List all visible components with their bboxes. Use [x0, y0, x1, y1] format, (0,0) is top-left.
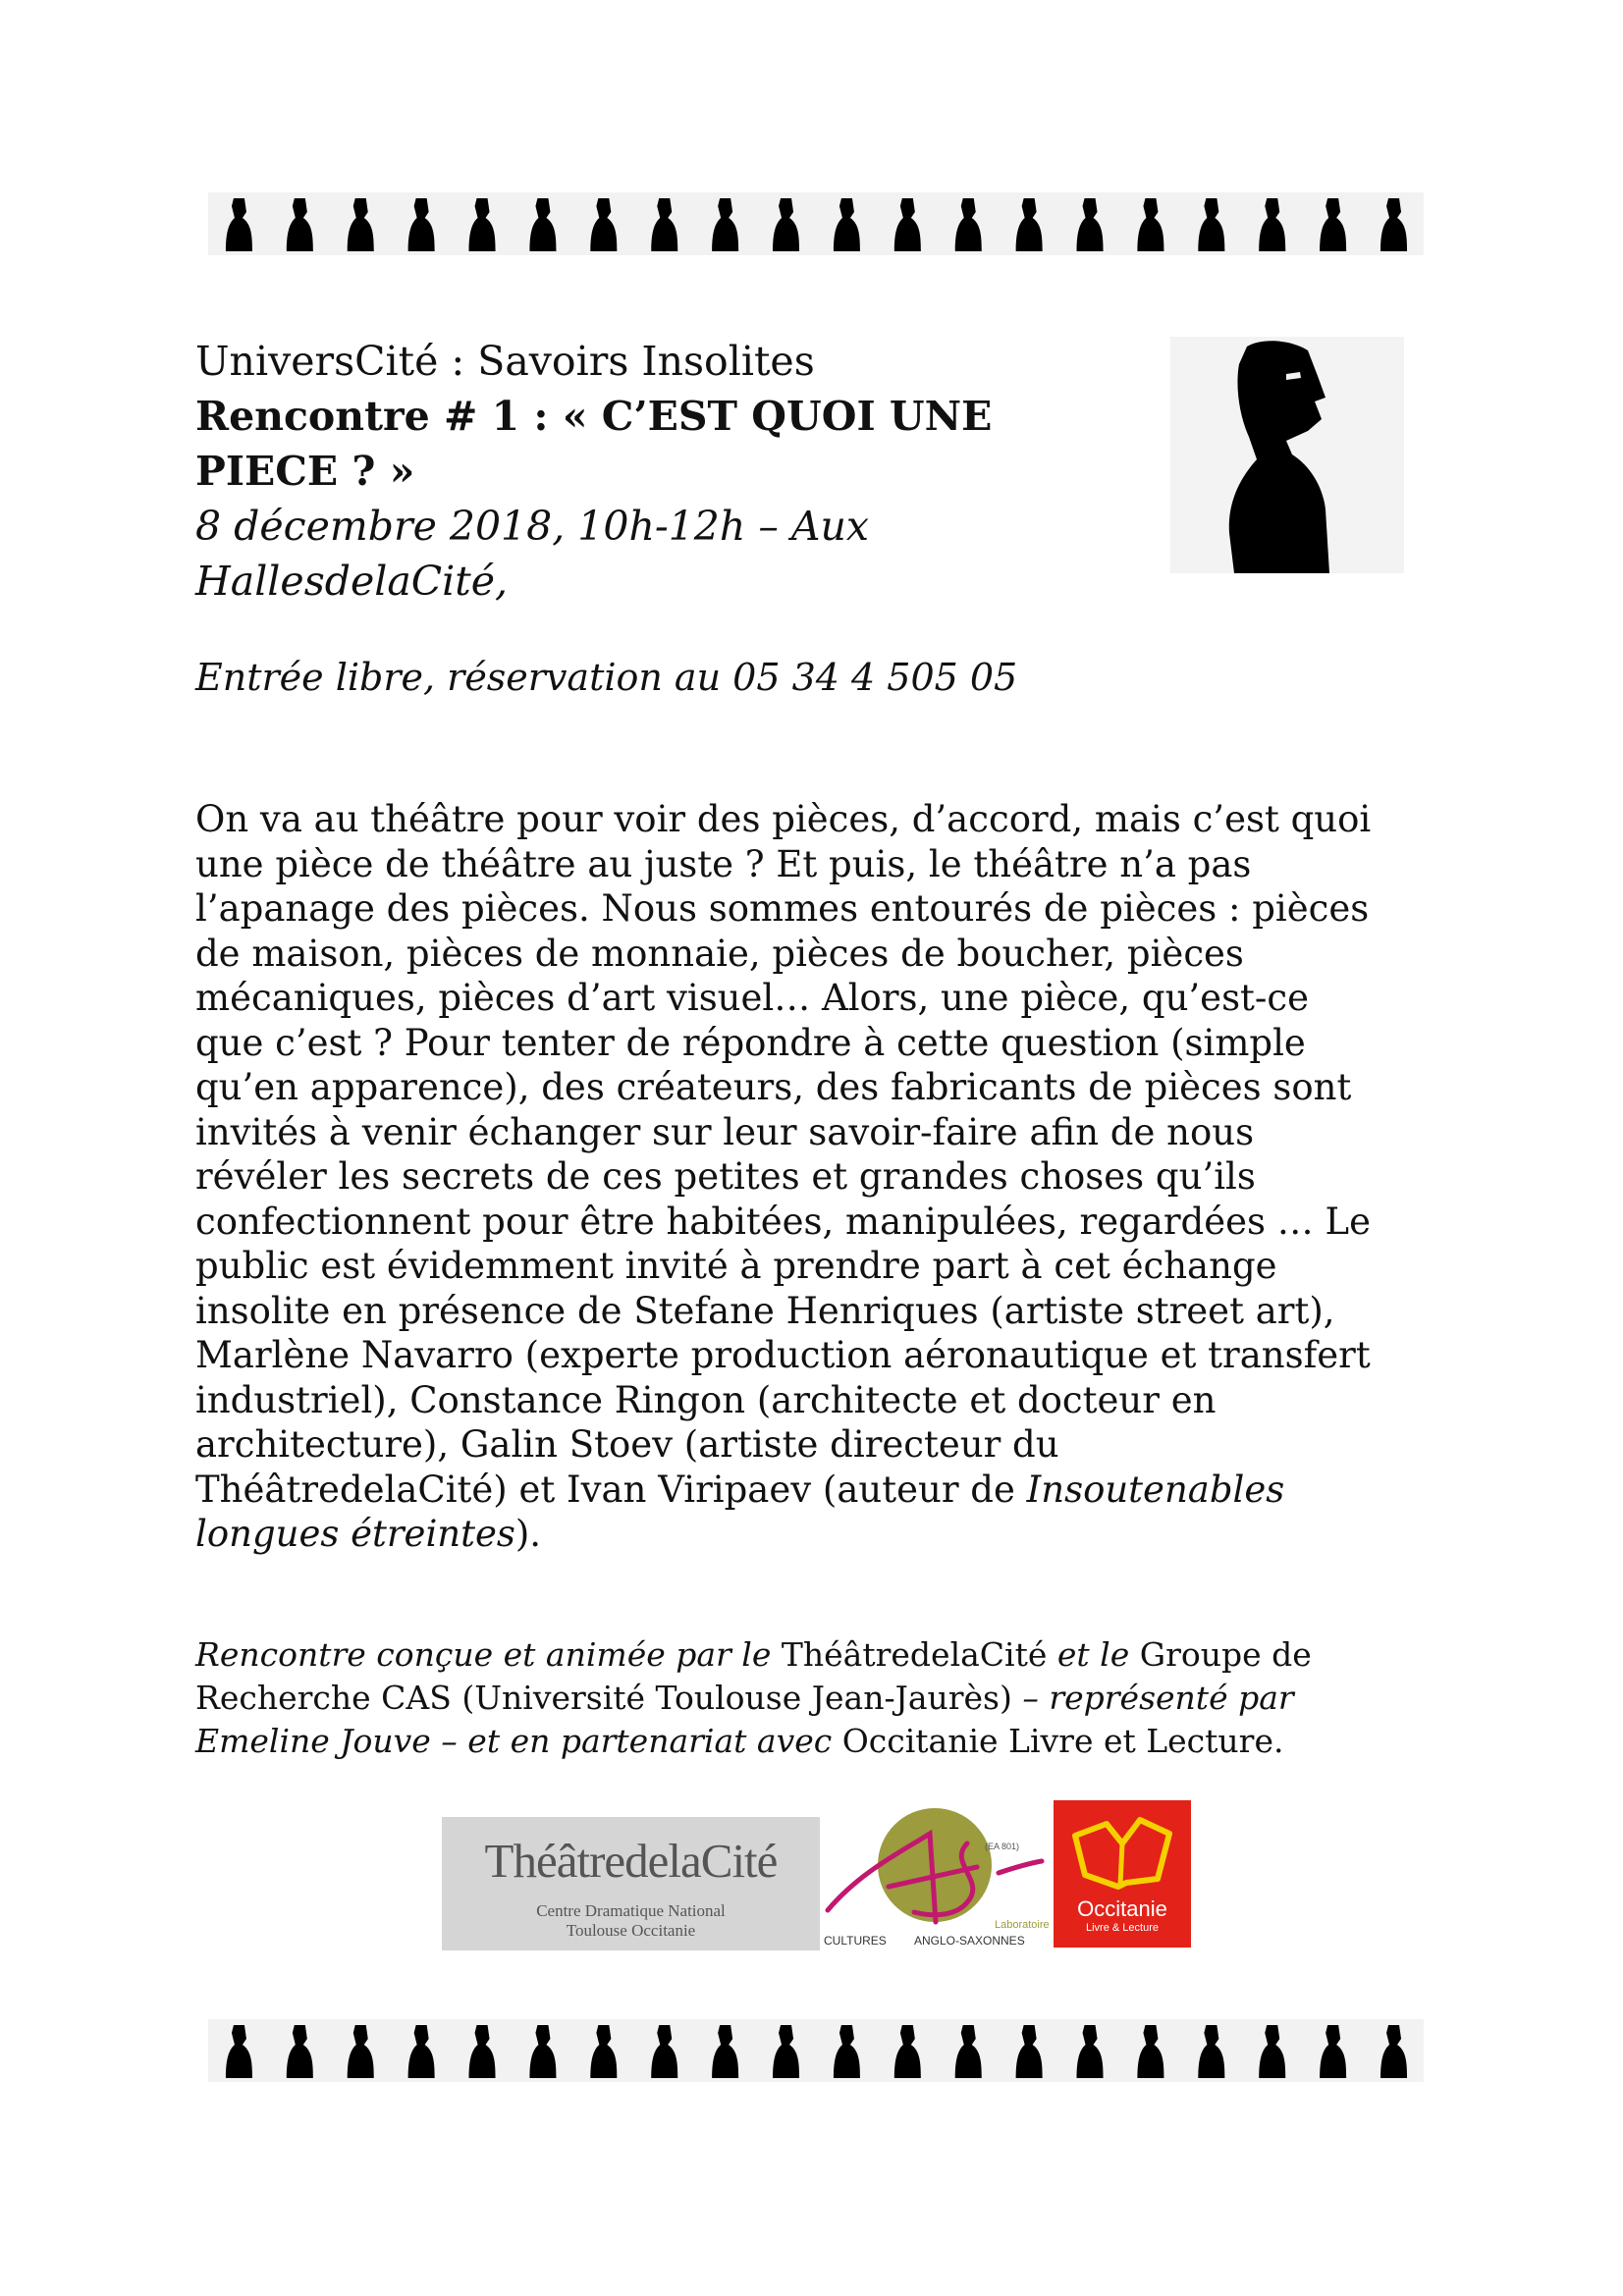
- bust-silhouette-icon: [651, 198, 677, 251]
- credits-text: Rencontre conçue et animée par le: [195, 1635, 782, 1674]
- silhouette-portrait: [1170, 337, 1404, 573]
- logo-tdc-subtitle-line: Centre Dramatique National: [536, 1901, 726, 1920]
- body-line: architecture), Galin Stoev (artiste directeur du: [195, 1423, 1059, 1466]
- bust-silhouette-icon: [1259, 2025, 1285, 2078]
- figure-strip-bottom: [208, 2019, 1424, 2082]
- bust-silhouette-icon: [834, 198, 860, 251]
- bust-silhouette-icon: [408, 198, 435, 251]
- play-title-part-1: Insoutenables: [1026, 1468, 1285, 1511]
- body-line: industriel), Constance Ringon (architecte et docteur en: [195, 1378, 1217, 1421]
- bust-silhouette-icon: [773, 2025, 799, 2078]
- credits-line: [195, 1677, 1452, 1720]
- logo-tdc-subtitle-line: Toulouse Occitanie: [566, 1921, 696, 1940]
- series-title: UniversCité : Savoirs Insolites: [195, 338, 815, 385]
- body-text-segment: ).: [514, 1513, 542, 1555]
- bust-silhouette-icon: [1380, 2025, 1407, 2078]
- bust-silhouette-icon: [287, 2025, 313, 2078]
- logo-cultures-anglo-saxonnes: [820, 1804, 1055, 1951]
- bust-silhouette-icon: [712, 2025, 738, 2078]
- bust-silhouette-icon: [1016, 2025, 1043, 2078]
- bust-silhouette-icon: [348, 2025, 374, 2078]
- credits-org-theatre: ThéâtredelaCité: [781, 1635, 1048, 1674]
- bust-silhouette-icon: [1077, 2025, 1104, 2078]
- credits-org-occitanie: Occitanie Livre et Lecture.: [841, 1722, 1284, 1760]
- bust-silhouette-icon: [1198, 2025, 1224, 2078]
- logo-occ-subtitle: Livre & Lecture: [1086, 1922, 1159, 1934]
- bust-silhouette-icon: [469, 198, 496, 251]
- body-line: On va au théâtre pour voir des pièces, d’accord, mais c’est quoi: [195, 798, 1372, 840]
- bust-silhouette-icon: [1259, 198, 1285, 251]
- body-line: confectionnent pour être habitées, manipulées, regardées … Le: [195, 1200, 1371, 1243]
- bust-silhouette-icon: [590, 198, 617, 251]
- figure-strip-top: [208, 192, 1424, 255]
- event-date-line-1: 8 décembre 2018, 10h-12h – Aux: [195, 503, 869, 550]
- event-title-line-2: PIECE ? »: [195, 448, 415, 495]
- bust-silhouette-icon: [1320, 198, 1346, 251]
- bust-silhouette-icon: [1320, 2025, 1346, 2078]
- body-line: Marlène Navarro (experte production aéronautique et transfert: [195, 1334, 1371, 1376]
- body-line: une pièce de théâtre au juste ? Et puis, le théâtre n’a pas: [195, 842, 1252, 885]
- body-line: [195, 1512, 1452, 1557]
- figure-strip-graphic: [208, 2019, 1424, 2082]
- body-line: que c’est ? Pour tenter de répondre à cette question (simple: [195, 1021, 1306, 1064]
- bust-silhouette-icon: [894, 2025, 921, 2078]
- credits-note: [195, 1633, 1452, 1763]
- bust-silhouette-icon: [1137, 198, 1163, 251]
- bust-silhouette-icon: [529, 198, 556, 251]
- body-line: de maison, pièces de monnaie, pièces de boucher, pièces: [195, 932, 1244, 975]
- bust-silhouette-icon: [226, 2025, 252, 2078]
- body-line: insolite en présence de Stefane Henriques (artiste street art),: [195, 1289, 1335, 1332]
- bust-silhouette-icon: [348, 198, 374, 251]
- bust-silhouette-icon: [1380, 198, 1407, 251]
- cas-laboratoire: Laboratoire: [995, 1919, 1050, 1931]
- logo-occ-name: Occitanie: [1077, 1896, 1167, 1921]
- bust-silhouette-icon: [955, 2025, 982, 2078]
- body-text-segment: ThéâtredelaCité) et Ivan Viripaev (auteur de: [195, 1468, 1027, 1511]
- body-line: [195, 1468, 1452, 1513]
- bust-silhouette-icon: [955, 198, 982, 251]
- body-line: l’apanage des pièces. Nous sommes entourés de pièces : pièces: [195, 887, 1370, 930]
- open-book-icon: [1067, 1810, 1177, 1891]
- entry-note: Entrée libre, réservation au 05 34 4 505 05: [195, 656, 1018, 699]
- bust-silhouette-icon: [1198, 198, 1224, 251]
- body-line: mécaniques, pièces d’art visuel… Alors, une pièce, qu’est-ce: [195, 977, 1310, 1019]
- silhouette-portrait-icon: [1170, 337, 1404, 573]
- bust-silhouette-icon: [773, 198, 799, 251]
- credits-org-cas: Recherche CAS (Université Toulouse Jean-Jaurès): [195, 1679, 1012, 1717]
- bust-silhouette-icon: [287, 198, 313, 251]
- bust-silhouette-icon: [1077, 198, 1104, 251]
- bust-silhouette-icon: [1016, 198, 1043, 251]
- event-date-line-2: HallesdelaCité,: [195, 558, 509, 605]
- bust-silhouette-icon: [1137, 2025, 1163, 2078]
- body-line: révéler les secrets de ces petites et grandes choses qu’ils: [195, 1155, 1256, 1198]
- bust-silhouette-icon: [226, 198, 252, 251]
- bust-silhouette-icon: [590, 2025, 617, 2078]
- logo-theatre-de-la-cite: [442, 1817, 820, 1950]
- bust-silhouette-icon: [894, 198, 921, 251]
- event-title-line-1: Rencontre # 1 : « C’EST QUOI UNE: [195, 393, 993, 440]
- body-paragraph: [195, 797, 1452, 1557]
- figure-strip-graphic: [208, 192, 1424, 255]
- logo-occitanie-livre-lecture: [1054, 1800, 1191, 1948]
- cas-cultures: CULTURES: [824, 1934, 887, 1948]
- credits-org-group: Groupe de: [1139, 1635, 1312, 1674]
- credits-text: Emeline Jouve – et en partenariat avec: [195, 1722, 842, 1760]
- credits-line: [195, 1720, 1452, 1763]
- logo-tdc-subtitle: [442, 1901, 820, 1941]
- credits-text: et le: [1047, 1635, 1140, 1674]
- body-line: qu’en apparence), des créateurs, des fabricants de pièces sont: [195, 1066, 1352, 1108]
- cas-anglo-saxonnes: ANGLO-SAXONNES: [914, 1934, 1025, 1948]
- bust-silhouette-icon: [834, 2025, 860, 2078]
- bust-silhouette-icon: [651, 2025, 677, 2078]
- logo-tdc-name: ThéâtredelaCité: [484, 1834, 778, 1888]
- body-line: invités à venir échanger sur leur savoir-faire afin de nous: [195, 1110, 1255, 1153]
- cas-code: (EA 801): [985, 1842, 1020, 1851]
- bust-silhouette-icon: [408, 2025, 435, 2078]
- bust-silhouette-icon: [469, 2025, 496, 2078]
- header-block: [195, 334, 1138, 609]
- credits-text: – représenté par: [1011, 1679, 1294, 1717]
- body-line: public est évidemment invité à prendre part à cet échange: [195, 1245, 1277, 1287]
- bust-silhouette-icon: [712, 198, 738, 251]
- play-title-part-2: longues étreintes: [195, 1513, 515, 1555]
- bust-silhouette-icon: [529, 2025, 556, 2078]
- credits-line: [195, 1633, 1452, 1677]
